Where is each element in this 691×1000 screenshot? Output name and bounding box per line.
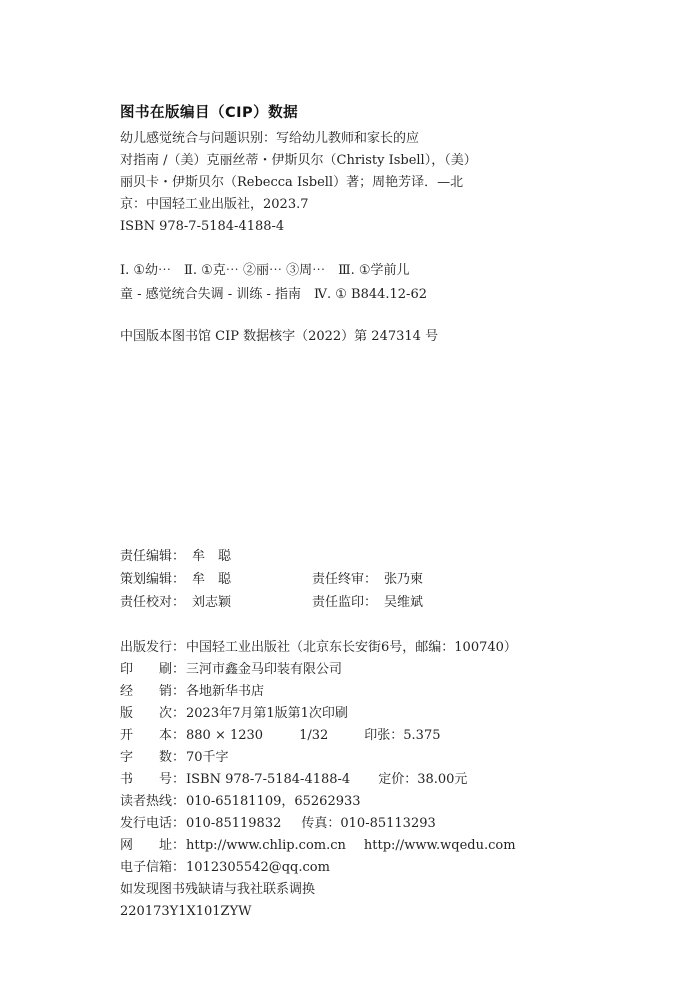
pub-label: 开 本：: [120, 728, 186, 743]
credit-value: 张乃柬: [384, 572, 424, 587]
pub-row-email: [120, 860, 330, 876]
pub-label: 版 次：: [120, 706, 186, 721]
cip-classification: 童 - 感觉统合失调 - 训练 - 指南 Ⅳ. ① B844.12-62: [120, 287, 427, 302]
pub-value: ISBN 978-7-5184-4188-4: [186, 772, 351, 787]
pub-value: 010-65181109，65262933: [186, 794, 361, 809]
pub-row-phone: [120, 816, 436, 832]
cip-line: 丽贝卡・伊斯贝尔（Rebecca Isbell）著；周艳芳译．—北: [120, 175, 464, 190]
credit-label: 策划编辑：: [120, 572, 186, 587]
pub-value: 880 × 1230: [186, 728, 264, 743]
pub-value: 各地新华书店: [186, 684, 265, 699]
pub-value: 010-85119832: [186, 816, 282, 831]
pub-code: 220173Y1X101ZYW: [120, 904, 252, 919]
pub-label: 经 销：: [120, 684, 186, 699]
pub-label: 定价：: [378, 772, 418, 787]
pub-row-publisher: [120, 640, 517, 656]
credit-label: 责任编辑：: [120, 549, 186, 564]
cip-line: 幼儿感觉统合与问题识别：写给幼儿教师和家长的应: [120, 131, 420, 146]
pub-label: 网 址：: [120, 838, 186, 853]
pub-label: 书 号：: [120, 772, 186, 787]
cip-classification: Ⅰ. ①幼⋯ Ⅱ. ①克⋯ ②丽⋯ ③周⋯ Ⅲ. ①学前儿: [120, 263, 410, 278]
pub-value: 1/32: [299, 728, 329, 743]
credit-value: 吴维斌: [384, 595, 424, 610]
credit-label: 责任终审：: [312, 572, 378, 587]
pub-value: 三河市鑫金马印装有限公司: [186, 662, 343, 677]
credit-label: 责任校对：: [120, 595, 186, 610]
pub-value: 中国轻工业出版社（北京东长安街6号，邮编：100740）: [186, 640, 517, 655]
credit-value: 牟 聪: [192, 572, 232, 587]
pub-row-edition: [120, 706, 348, 722]
email-link[interactable]: 1012305542@qq.com: [186, 860, 330, 875]
cip-data-record: 中国版本图书馆 CIP 数据核字（2022）第 247314 号: [120, 329, 439, 344]
pub-label: 字 数：: [120, 750, 186, 765]
cip-line: 对指南 /（美）克丽丝蒂・伊斯贝尔（Christy Isbell），（美）: [120, 153, 477, 168]
pub-row-isbn: [120, 772, 467, 788]
pub-label: 印 刷：: [120, 662, 186, 677]
credit-value: 刘志颖: [192, 595, 232, 610]
pub-value: 70千字: [186, 750, 229, 765]
credit-row-editor: [120, 549, 231, 565]
cip-isbn: ISBN 978-7-5184-4188-4: [120, 219, 285, 234]
credit-row-proof: [120, 595, 423, 611]
pub-label: 电子信箱：: [120, 860, 186, 875]
pub-value: 5.375: [403, 728, 441, 743]
credit-value: 牟 聪: [192, 549, 232, 564]
website-link[interactable]: http://www.wqedu.com: [363, 838, 516, 853]
pub-row-distribution: [120, 684, 264, 700]
credit-label: 责任监印：: [312, 595, 378, 610]
pub-row-format: [120, 728, 441, 744]
pub-row-words: [120, 750, 229, 766]
pub-value: 2023年7月第1版第1次印刷: [186, 706, 348, 721]
pub-notice: 如发现图书残缺请与我社联系调换: [120, 882, 316, 897]
pub-label: 印张：: [364, 728, 404, 743]
pub-row-hotline: [120, 794, 361, 810]
website-link[interactable]: http://www.chlip.com.cn: [186, 838, 346, 853]
cip-heading: 图书在版编目（CIP）数据: [120, 105, 299, 121]
pub-row-website: [120, 838, 516, 854]
credit-row-planning: [120, 572, 423, 588]
pub-row-printing: [120, 662, 342, 678]
pub-label: 发行电话：: [120, 816, 186, 831]
cip-line: 京：中国轻工业出版社，2023.7: [120, 197, 309, 212]
pub-value: 010-85113293: [340, 816, 436, 831]
pub-label: 传真：: [301, 816, 341, 831]
pub-label: 读者热线：: [120, 794, 186, 809]
pub-label: 出版发行：: [120, 640, 186, 655]
pub-value: 38.00元: [417, 772, 468, 787]
